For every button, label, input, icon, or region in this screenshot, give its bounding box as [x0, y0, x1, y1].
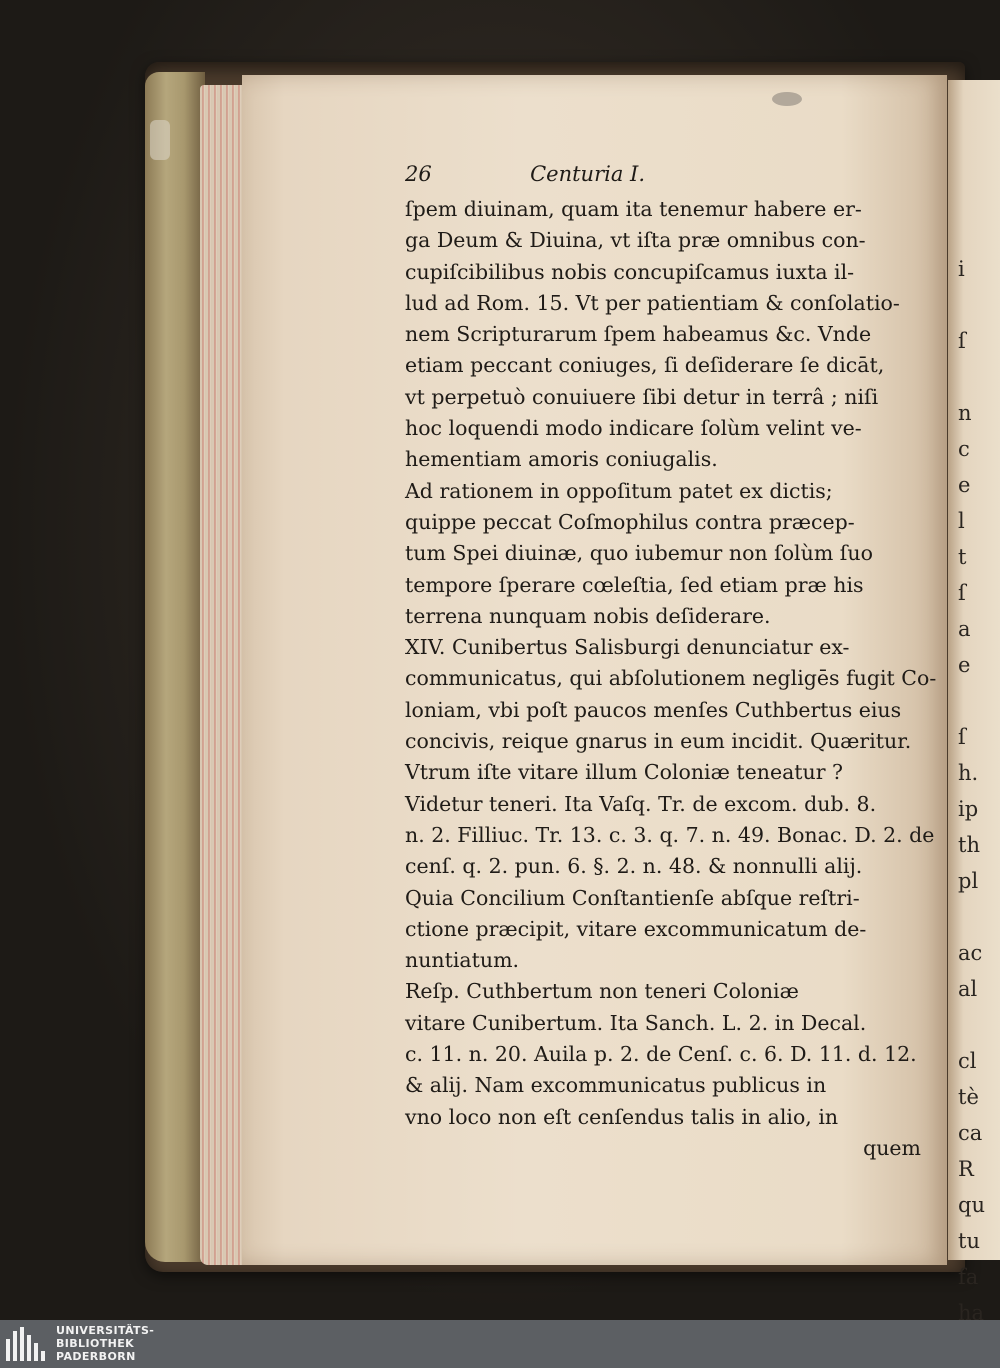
facing-page-fragment: h. [958, 761, 979, 785]
text-line: vitare Cunibertum. Ita Sanch. L. 2. in Decal. [405, 1010, 867, 1035]
facing-page-fragment: al [958, 977, 978, 1001]
page-stain [772, 92, 802, 106]
facing-page-fragment: t [958, 545, 967, 569]
text-line: nem Scripturarum ſpem habeamus &c. Vnde [405, 322, 872, 347]
spine-wear-mark [150, 120, 170, 160]
page-number: 26 [405, 162, 432, 186]
text-line: Videtur teneri. Ita Vaſq. Tr. de excom. dub. 8. [405, 791, 877, 816]
text-line: nuntiatum. [405, 948, 520, 973]
text-lines [405, 194, 937, 1133]
facing-page-fragment: l [958, 509, 965, 533]
facing-page-text [958, 215, 1000, 1320]
page-header [405, 158, 925, 194]
text-line: hementiam amoris coniugalis. [405, 447, 718, 472]
page-text-block [405, 158, 937, 1164]
institution-name [56, 1324, 154, 1363]
text-line: Vtrum iſte vitare illum Coloniæ teneatur ? [405, 760, 844, 785]
library-logo-icon [6, 1327, 48, 1361]
text-line: etiam peccant coniuges, ſi deſiderare ſe dicāt, [405, 353, 885, 378]
facing-page-fragment: cl [958, 1049, 977, 1073]
text-line: lud ad Rom. 15. Vt per patientiam & conſolatio- [405, 290, 900, 315]
facing-page-fragment: e [958, 473, 971, 497]
institution-line: BIBLIOTHEK [56, 1337, 135, 1350]
facing-page-fragment: tè [958, 1085, 979, 1109]
facing-page-fragment: R [958, 1157, 974, 1181]
facing-page-fragment: a [958, 617, 971, 641]
text-line: vt perpetuò conuiuere ſibi detur in terrâ ; niſi [405, 384, 879, 409]
facing-page-fragment: ſ [958, 725, 966, 749]
facing-page-fragment: pl [958, 869, 979, 893]
text-line: ctione præcipit, vitare excommunicatum de- [405, 916, 867, 941]
facing-page-fragment [958, 683, 1000, 719]
facing-page-fragment: tu [958, 1229, 980, 1253]
library-footer [0, 1320, 1000, 1368]
text-line: c. 11. n. 20. Auila p. 2. de Cenſ. c. 6. D. 11. d. 12. [405, 1042, 917, 1067]
facing-page-fragment [958, 1007, 1000, 1043]
facing-page-fragment: n [958, 401, 972, 425]
text-line: ga Deum & Diuina, vt iſta præ omnibus con- [405, 228, 866, 253]
facing-page-fragment: ſ [958, 329, 966, 353]
facing-page-fragment [958, 899, 1000, 935]
text-line: terrena nunquam nobis deſiderare. [405, 603, 771, 628]
text-line: vno loco non eſt cenſendus talis in alio, in [405, 1104, 839, 1129]
text-line: Ad rationem in oppoſitum patet ex dictis; [405, 478, 833, 503]
institution-line: PADERBORN [56, 1350, 136, 1363]
text-line: loniam, vbi poſt paucos menſes Cuthbertus eius [405, 697, 902, 722]
facing-page-fragment [958, 287, 1000, 323]
text-line: ſpem diuinam, quam ita tenemur habere er- [405, 197, 862, 221]
facing-page-fragment: th [958, 833, 980, 857]
text-line: hoc loquendi modo indicare ſolùm velint ve- [405, 416, 862, 441]
text-line: Reſp. Cuthbertum non teneri Coloniæ [405, 979, 799, 1004]
text-line: Quia Concilium Conſtantienſe abſque reſtri- [405, 885, 860, 910]
catchword: quem [863, 1135, 921, 1160]
text-line: concivis, reique gnarus in eum incidit. Quæritur. [405, 729, 912, 754]
facing-page-fragment: c [958, 437, 970, 461]
facing-page-fragment: ip [958, 797, 979, 821]
text-line: communicatus, qui abſolutionem negligēs fugit Co- [405, 666, 937, 691]
institution-line: UNIVERSITÄTS- [56, 1324, 155, 1337]
facing-page-fragment [958, 215, 1000, 251]
book-spine [145, 72, 205, 1262]
text-line: & alij. Nam excommunicatus publicus in [405, 1073, 827, 1098]
text-line: XIV. Cunibertus Salisburgi denunciatur ex- [405, 635, 850, 660]
facing-page-fragment: qu [958, 1193, 985, 1217]
text-line: cupiſcibilibus nobis concupiſcamus iuxta il- [405, 259, 855, 284]
text-line: quippe peccat Coſmophilus contra præcep- [405, 509, 855, 534]
running-head: Centuria I. [530, 162, 645, 186]
text-line: n. 2. Filliuc. Tr. 13. c. 3. q. 7. n. 49. Bonac. D. 2. de [405, 822, 935, 847]
facing-page-fragment [958, 359, 1000, 395]
facing-page-fragment: ac [958, 941, 983, 965]
text-line: tum Spei diuinæ, quo iubemur non ſolùm ſuo [405, 541, 873, 566]
text-line: tempore ſperare cœleſtia, ſed etiam præ his [405, 572, 864, 597]
page-edges [200, 85, 248, 1265]
facing-page-fragment: ca [958, 1121, 983, 1145]
facing-page-fragment: i [958, 257, 965, 281]
facing-page-fragment: ha [958, 1301, 985, 1320]
text-line: cenſ. q. 2. pun. 6. §. 2. n. 48. & nonnulli alij. [405, 854, 863, 879]
facing-page-fragment: e [958, 653, 971, 677]
facing-page-fragment: ſ [958, 581, 966, 605]
facing-page-fragment: fa [958, 1265, 979, 1289]
